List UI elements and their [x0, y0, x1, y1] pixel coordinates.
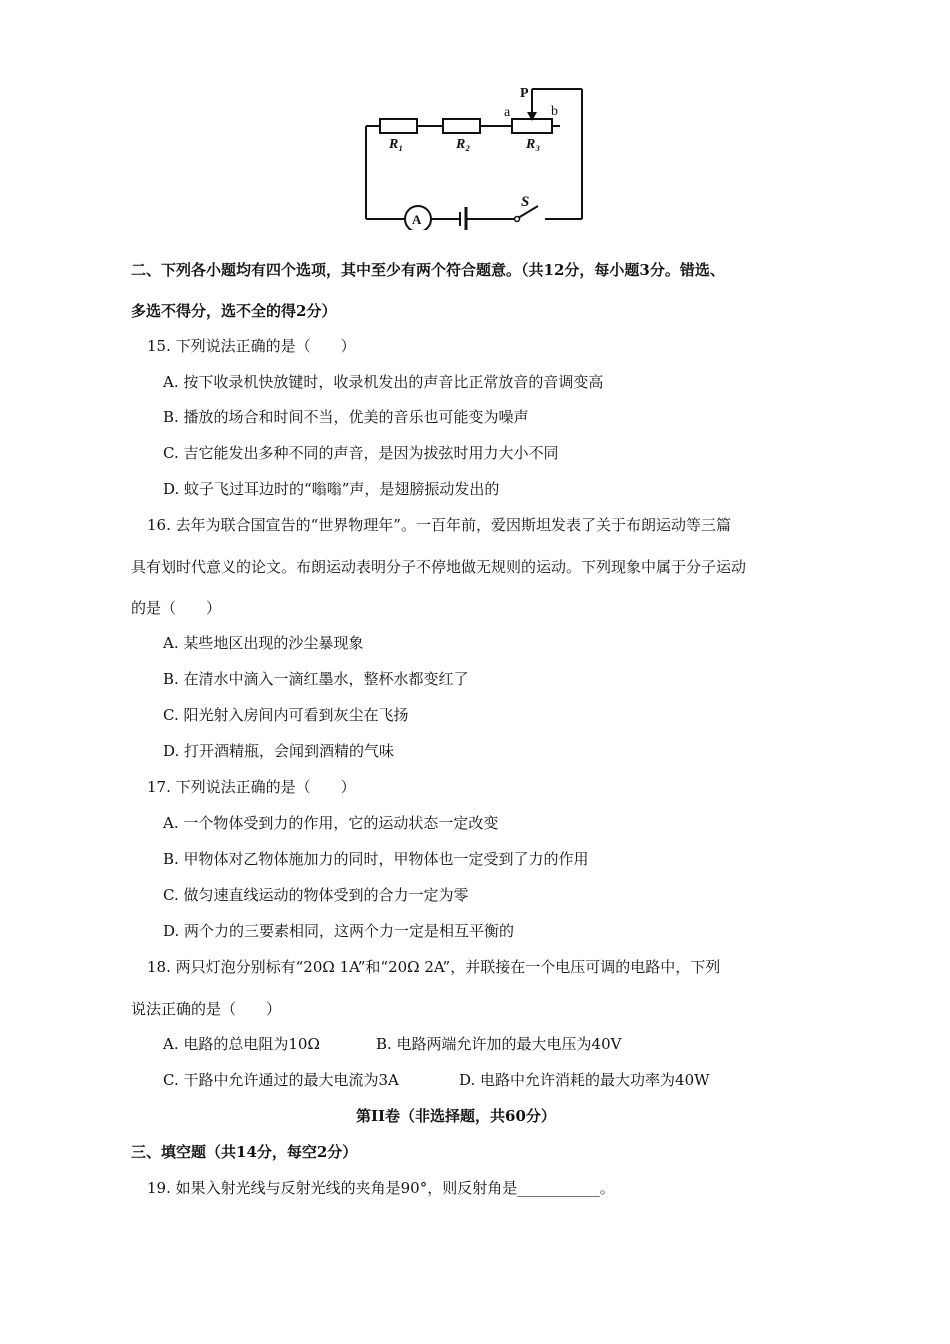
- q16-stem-line3: 的是（ ）: [131, 599, 222, 617]
- label-b: b: [551, 104, 558, 119]
- q15-option-c: C. 吉它能发出多种不同的声音，是因为拔弦时用力大小不同: [163, 444, 559, 462]
- circuit-diagram: [355, 80, 595, 230]
- q16-option-a: A. 某些地区出现的沙尘暴现象: [163, 634, 364, 652]
- q16-stem-line2: 具有划时代意义的论文。布朗运动表明分子不停地做无规则的运动。下列现象中属于分子运动: [131, 558, 747, 576]
- q17-option-c: C. 做匀速直线运动的物体受到的合力一定为零: [163, 886, 469, 904]
- q19-stem: 19. 如果入射光线与反射光线的夹角是90°，则反射角是___________。: [147, 1179, 615, 1197]
- resistor-r2: [443, 119, 480, 133]
- q16-option-d: D. 打开酒精瓶，会闻到酒精的气味: [163, 742, 395, 760]
- q16-option-b: B. 在清水中滴入一滴红墨水，整杯水都变红了: [163, 670, 469, 688]
- section3-heading: 三、填空题（共14分，每空2分）: [131, 1143, 358, 1161]
- q18-option-a: A. 电路的总电阻为10Ω: [163, 1035, 320, 1053]
- q18-stem-line2: 说法正确的是（ ）: [131, 1000, 282, 1018]
- label-r3: R₃: [526, 137, 541, 152]
- label-r1: R₁: [389, 137, 404, 152]
- section2-heading-line1: 二、下列各小题均有四个选项，其中至少有两个符合题意。（共12分，每小题3分。错选、: [131, 261, 725, 279]
- q16-stem-line1: 16. 去年为联合国宣告的“世界物理年”。一百年前，爱因斯坦发表了关于布朗运动等三篇: [147, 516, 731, 534]
- label-r2: R₂: [456, 137, 471, 152]
- label-a: a: [504, 105, 511, 120]
- q18-option-d: D. 电路中允许消耗的最大功率为40W: [459, 1071, 710, 1089]
- q15-option-b: B. 播放的场合和时间不当，优美的音乐也可能变为噪声: [163, 408, 529, 426]
- q17-stem: 17. 下列说法正确的是（ ）: [147, 778, 356, 796]
- resistor-r3: [512, 119, 552, 133]
- label-ammeter: A: [412, 212, 422, 227]
- q18-option-c: C. 干路中允许通过的最大电流为3A: [163, 1071, 399, 1089]
- q18-option-b: B. 电路两端允许加的最大电压为40V: [376, 1035, 622, 1053]
- q17-option-b: B. 甲物体对乙物体施加力的同时，甲物体也一定受到了力的作用: [163, 850, 589, 868]
- part2-title: 第II卷（非选择题，共60分）: [356, 1107, 556, 1125]
- label-p: P: [520, 86, 529, 101]
- q17-option-d: D. 两个力的三要素相同，这两个力一定是相互平衡的: [163, 922, 515, 940]
- section2-heading-line2: 多选不得分，选不全的得2分）: [131, 302, 337, 320]
- q15-option-a: A. 按下收录机快放键时，收录机发出的声音比正常放音的音调变高: [163, 373, 604, 391]
- resistor-r1: [380, 119, 417, 133]
- q18-stem-line1: 18. 两只灯泡分别标有“20Ω 1A”和“20Ω 2A”，并联接在一个电压可调的电路中，下列: [147, 958, 721, 976]
- q16-option-c: C. 阳光射入房间内可看到灰尘在飞扬: [163, 706, 409, 724]
- q15-stem: 15. 下列说法正确的是（ ）: [147, 337, 356, 355]
- label-s: S: [521, 194, 530, 210]
- q15-option-d: D. 蚊子飞过耳边时的“嗡嗡”声，是翅膀振动发出的: [163, 480, 500, 498]
- q17-option-a: A. 一个物体受到力的作用，它的运动状态一定改变: [163, 814, 499, 832]
